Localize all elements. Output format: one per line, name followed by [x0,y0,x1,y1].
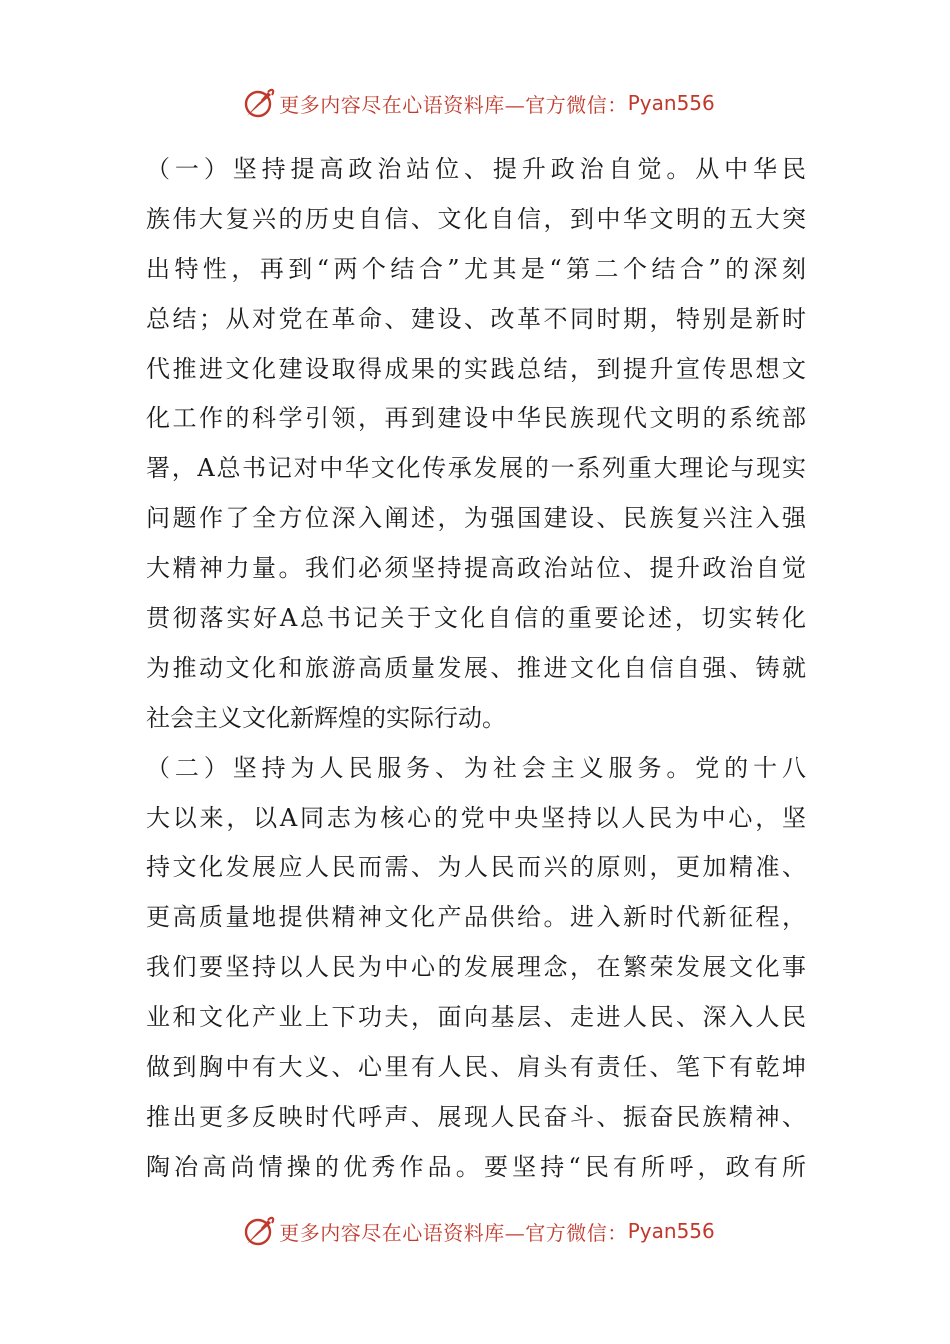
text-line: 业和文化产业上下功夫，面向基层、走进人民、深入人民 [146,1003,806,1032]
text-line: （一）坚持提高政治站位、提升政治自觉。从中华民 [146,155,806,183]
watermark-text: 更多内容尽在心语资料库—官方微信： [279,92,628,117]
text-line: 更高质量地提供精神文化产品供给。进入新时代新征程， [146,903,806,932]
text-line: 大精神力量。我们必须坚持提高政治站位、提升政治自觉 [146,554,806,583]
text-line: 持文化发展应人民而需、为人民而兴的原则，更加精准、 [146,853,806,882]
text-line: 推出更多反映时代呼声、展现人民奋斗、振奋民族精神、 [146,1102,806,1131]
text-line: （二）坚持为人民服务、为社会主义服务。党的十八 [146,753,806,782]
text-line: 代推进文化建设取得成果的实践总结，到提升宣传思想文 [146,354,806,383]
text-line: 署，A总书记对中华文化传承发展的一系列重大理论与现实 [146,454,806,483]
text-line: 问题作了全方位深入阐述，为强国建设、民族复兴注入强 [146,504,806,533]
text-line: 贯彻落实好A总书记关于文化自信的重要论述，切实转化 [146,604,806,633]
document-body [146,145,806,1193]
text-line: 我们要坚持以人民为中心的发展理念，在繁荣发展文化事 [146,953,806,982]
text-line: 族伟大复兴的历史自信、文化自信，到中华文明的五大突 [146,204,806,233]
text-line: 做到胸中有大义、心里有人民、肩头有责任、笔下有乾坤 [146,1053,806,1082]
footer-watermark [0,1206,950,1256]
text-line: 大以来，以A同志为核心的党中央坚持以人民为中心，坚 [146,803,806,832]
quill-logo-icon [241,1214,275,1248]
text-line: 社会主义文化新辉煌的实际行动。 [146,703,506,732]
watermark-text: 更多内容尽在心语资料库—官方微信： [279,1220,628,1245]
watermark-group [241,1214,715,1248]
text-line: 总结；从对党在革命、建设、改革不同时期，特别是新时 [146,304,806,333]
text-line: 陶冶高尚情操的优秀作品。要坚持“民有所呼，政有所 [146,1152,806,1181]
text-line: 出特性，再到“两个结合”尤其是“第二个结合”的深刻 [146,254,806,283]
watermark-wechat-id: Pyan556 [627,1219,715,1243]
quill-logo-icon [241,86,275,120]
header-watermark [0,78,950,128]
watermark-wechat-id: Pyan556 [627,91,715,115]
text-line: 为推动文化和旅游高质量发展、推进文化自信自强、铸就 [146,653,806,682]
watermark-group [241,86,715,120]
text-line: 化工作的科学引领，再到建设中华民族现代文明的系统部 [146,404,806,433]
